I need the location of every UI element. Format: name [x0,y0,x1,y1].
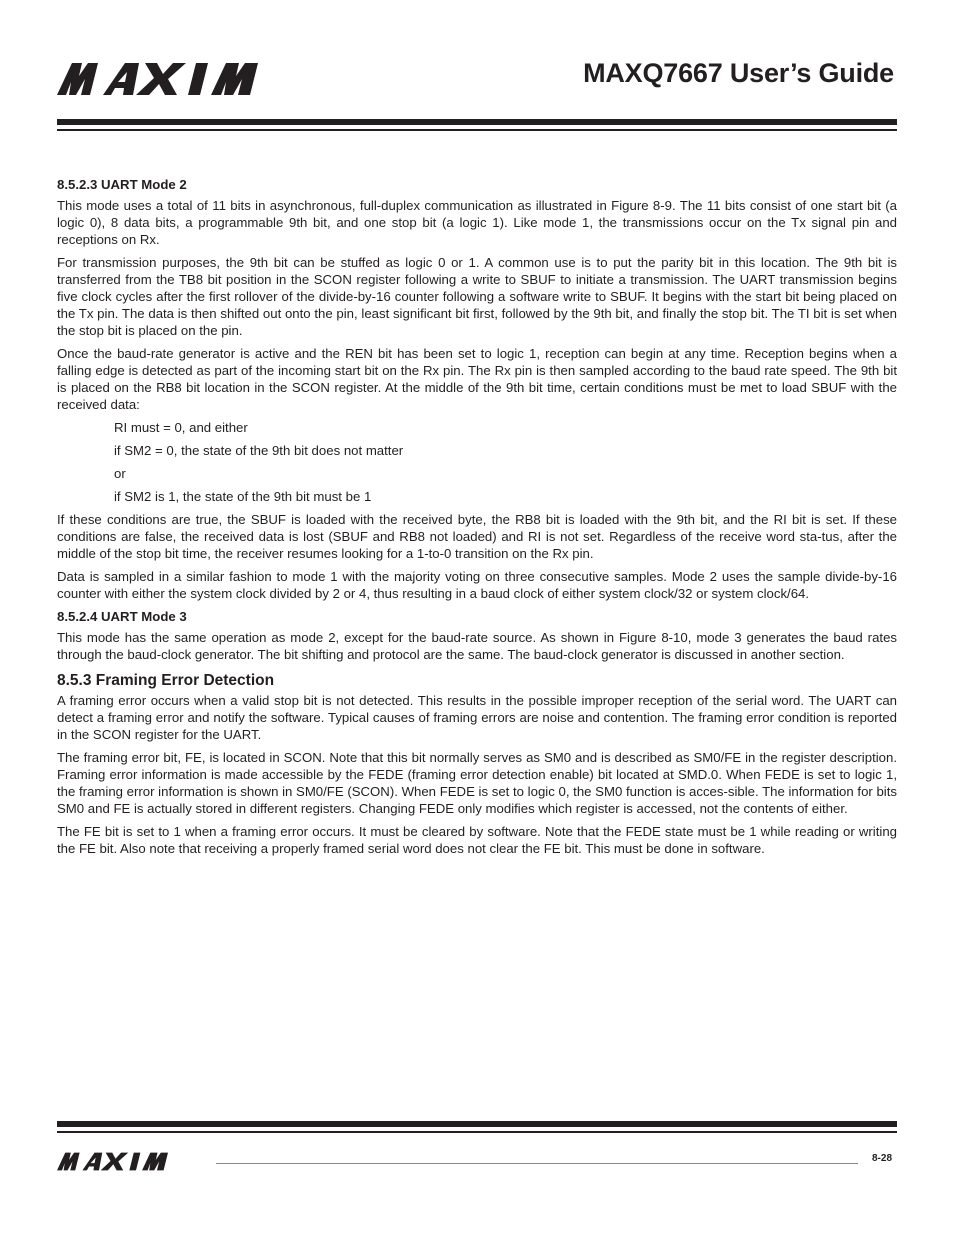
footer-rule-thick [57,1121,897,1127]
footer-divider [216,1163,858,1164]
paragraph: The framing error bit, FE, is located in SCON. Note that this bit normally serves as SM0 and is described as SM0/FE in the register description. Framing error information is made accessible by the FEDE (framing error detection enable) bit located at SMD.0. When FEDE is set to logic 1, the framing error information is shown in SM0/FE (SCON). When FEDE is set to logic 0, the SM0 function is acces-sible. The information for bits SM0 and FE is actually stored in different registers. Changing FEDE only modifies which register is accessed, not the contents of either. [57,750,897,816]
footer-maxim-logo-graphic [57,1152,205,1171]
page-number: 8-28 [871,1153,892,1164]
maxim-logo [57,62,325,96]
paragraph: The FE bit is set to 1 when a framing error occurs. It must be cleared by software. Note that the FEDE state must be 1 while reading or writing the FE bit. Also note that receiving a properly framed serial word does not clear the FE bit. This must be done in software. [57,824,897,856]
condition-line: or [114,466,126,481]
header-rule-thick [57,119,897,125]
condition-line: RI must = 0, and either [114,420,248,435]
maxim-logo-graphic [57,62,325,96]
footer-rule-thin [57,1131,897,1133]
footer-maxim-logo [57,1152,205,1171]
document-title: MAXQ7667 User’s Guide [583,58,894,88]
paragraph: This mode uses a total of 11 bits in asynchronous, full-duplex communication as illustrated in Figure 8-9. The 11 bits consist of one start bit (a logic 0), 8 data bits, a programmable 9th bit, and one stop bit (a logic 1). Like mode 1, the transmissions occur on the Tx signal pin and receptions on Rx. [57,198,897,247]
condition-line: if SM2 = 0, the state of the 9th bit does not matter [114,443,404,458]
paragraph: If these conditions are true, the SBUF is loaded with the received byte, the RB8 bit is loaded with the 9th bit, and the RI bit is set. If these conditions are false, the received data is lost (SBUF and RB8 not loaded) and RI is not set. Regardless of the receive word sta-tus, after the middle of the stop bit time, the receiver resumes looking for a 1-to-0 transition on the Rx pin. [57,512,897,561]
section-heading-uart-mode-2: 8.5.2.3 UART Mode 2 [57,177,187,192]
condition-line: if SM2 is 1, the state of the 9th bit must be 1 [114,489,372,504]
paragraph: A framing error occurs when a valid stop bit is not detected. This results in the possible improper reception of the serial word. The UART can detect a framing error and notify the software. Typical causes of framing errors are noise and contention. The framing error condition is reported in the SCON register for the UART. [57,693,897,742]
paragraph: Once the baud-rate generator is active and the REN bit has been set to logic 1, reception can begin at any time. Reception begins when a falling edge is detected as part of the incoming start bit on the Rx pin. The Rx pin is then sampled according to the baud rate speed. The 9th bit is placed on the RB8 bit location in the SCON register. At the middle of the 9th bit time, certain conditions must be met to load SBUF with the received data: [57,346,897,412]
section-heading-uart-mode-3: 8.5.2.4 UART Mode 3 [57,609,187,624]
paragraph: For transmission purposes, the 9th bit can be stuffed as logic 0 or 1. A common use is to put the parity bit in this location. The 9th bit is transferred from the TB8 bit position in the SCON register following a write to SBUF to initiate a transmission. The UART transmission begins five clock cycles after the first rollover of the divide-by-16 counter following a software write to SBUF. It begins with the start bit being placed on the Tx pin. The data is then shifted out onto the pin, least significant bit first, followed by the 9th bit, and finally the stop bit. The TI bit is set when the stop bit is placed on the pin. [57,255,897,338]
header-rule-thin [57,129,897,131]
page-content [57,176,897,863]
paragraph: Data is sampled in a similar fashion to mode 1 with the majority voting on three consecutive samples. Mode 2 uses the sample divide-by-16 counter with either the system clock divided by 2 or 4, thus resulting in a baud clock of either system clock/32 or system clock/64. [57,569,897,601]
paragraph: This mode has the same operation as mode 2, except for the baud-rate source. As shown in Figure 8-10, mode 3 generates the baud rates through the baud-clock generator. The bit shifting and protocol are the same. The baud-clock generator is discussed in another section. [57,630,897,662]
section-heading-framing-error: 8.5.3 Framing Error Detection [57,672,275,689]
